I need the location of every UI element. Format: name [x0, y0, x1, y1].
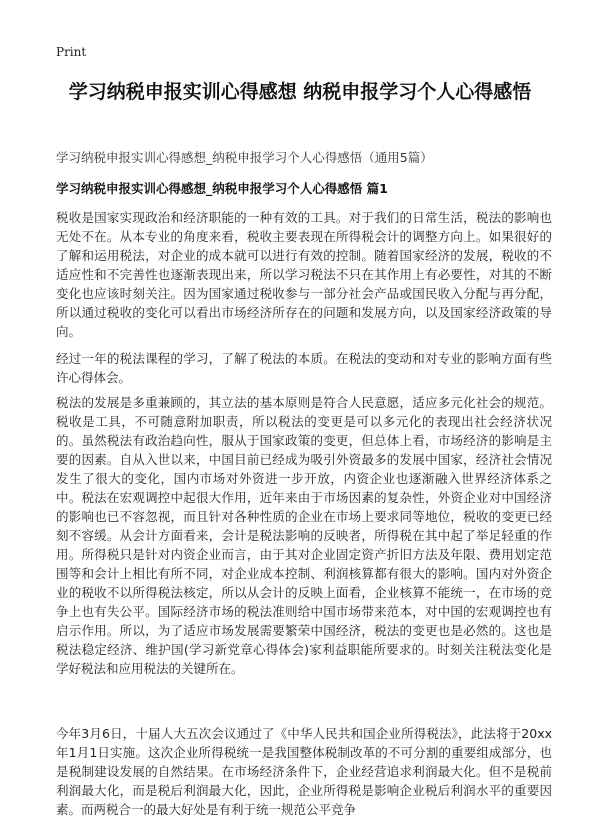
section-heading: 学习纳税申报实训心得感想_纳税申报学习个人心得感悟 篇1: [56, 181, 388, 196]
paragraph-1: 税收是国家实现政治和经济职能的一种有效的工具。对于我们的日常生活，税法的影响也无处不在。从本专业的角度来看，税收主要表现在所得税会计的调整方向上。如果很好的了解和运用税法，对企业的成本就可以进行有效的控制。随着国家经济的发展，税收的不适应性和不完善性也逐渐表现出来，所以学习税法不只在其作用上有必要性，对其的不断变化也应该时刻关注。因为国家通过税收参与一部分社会产品或国民收入分配与再分配，所以通过税收的变化可以看出市场经济所存在的问题和发展方向，以及国家经济政策的导向。: [56, 210, 552, 339]
page-title: 学习纳税申报实训心得感想 纳税申报学习个人心得感悟: [68, 81, 532, 103]
paragraph-3: 税法的发展是多重兼顾的，其立法的基本原则是符合人民意愿，适应多元化社会的规范。税收是工具，不可随意附加职责，所以税法的变更是可以多元化的表现出社会经济状况的。虽然税法有政治趋向性，服从于国家政策的变更，但总体上看，市场经济的影响是主要的因素。自从入世以来，中国目前已经成为吸引外资最多的发展中国家，经济社会情况发生了很大的变化，国内市场对外资进一步开放，内资企业也逐渐融入世界经济体系之中。税法在宏观调控中起很大作用，近年来由于市场因素的复杂性，外资企业对中国经济的影响也已不容忽视，而且针对各种性质的企业在市场上要求同等地位，税收的变更已经刻不容缓。从会计方面看来，会计是税法影响的反映者，所得税在其中起了举足轻重的作用。所得税只是针对内资企业而言，由于其对企业固定资产折旧方法及年限、费用划定范围等和会计上相比有所不同，对企业成本控制、利润核算都有很大的影响。国内对外资企业的税收不以所得税法核定，所以从会计的反映上面看，企业核算不能统一，在市场的竞争上也有失公平。国际经济市场的税法准则给中国市场带来范本，对中国的宏观调控也有启示作用。所以，为了适应市场发展需要繁荣中国经济，税法的变更也是必然的。这也是税法稳定经济、维护国(学习新党章心得体会)家利益职能所要求的。时刻关注税法变化是学好税法和应用税法的关键所在。: [56, 395, 552, 676]
paragraph-4: 今年3月6日，十届人大五次会议通过了《中华人民共和国企业所得税法》，此法将于20xx年1月1日实施。这次企业所得税统一是我国整体税制改革的不可分割的重要组成部分，也是税制建设发展的自然结果。在市场经济条件下，企业经营追求利润最大化。但不是税前利润最大化，而是税后利润最大化，因此，企业所得税是影响企业税后利润水平的重要因素。而两税合一的最大好处是有利于统一规范公平竞争: [56, 726, 552, 817]
print-link[interactable]: Print: [56, 45, 87, 59]
paragraph-2: 经过一年的税法课程的学习，了解了税法的本质。在税法的变动和对专业的影响方面有些许心得体会。: [56, 351, 552, 385]
document-subtitle: 学习纳税申报实训心得感想_纳税申报学习个人心得感悟（通用5篇）: [56, 150, 433, 165]
